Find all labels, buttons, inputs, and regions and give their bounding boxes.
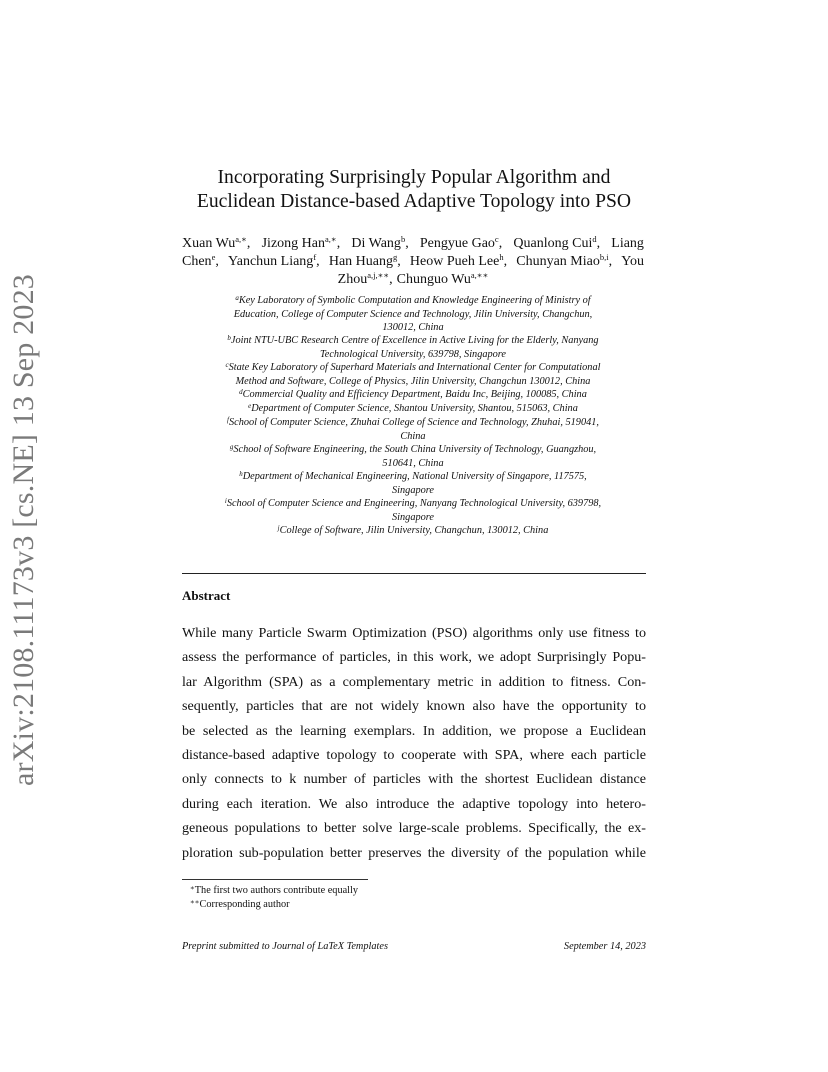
abstract-heading: Abstract bbox=[182, 588, 231, 603]
affiliation-text: Department of Mechanical Engineering, National University of Singapore, 117575, bbox=[242, 471, 587, 482]
affiliation-text: Education, College of Computer Science and Technology, Jilin University, Changchun, bbox=[233, 309, 593, 320]
affiliation-mark: c bbox=[225, 361, 229, 369]
abstract-line: ploration sub-population better preserves the diversity of the population while bbox=[182, 844, 646, 861]
footnote-text: The first two authors contribute equally bbox=[194, 885, 359, 896]
title-line: Incorporating Surprisingly Popular Algorithm and bbox=[217, 167, 611, 188]
affiliation-text: School of Computer Science, Zhuhai College of Science and Technology, Zhuhai, 519041, bbox=[228, 417, 599, 428]
affiliation-text: Commercial Quality and Efficiency Department, Baidu Inc, Beijing, 100085, China bbox=[242, 389, 587, 400]
author-affiliation-mark: b bbox=[400, 234, 406, 244]
author-name: Quanlong Cui bbox=[513, 236, 593, 251]
footnote-text: Corresponding author bbox=[199, 899, 290, 910]
abstract-line: distance-based adaptive topology to cooperate with SPA, where each particle bbox=[182, 747, 646, 764]
affiliation-mark: d bbox=[239, 388, 243, 396]
author-affiliation-mark: f bbox=[313, 252, 317, 262]
author-affiliation-mark: a,j,∗∗ bbox=[367, 270, 390, 280]
footnote bbox=[190, 884, 358, 898]
affiliation bbox=[182, 361, 644, 388]
author: Han Huang$^g$, bbox=[328, 252, 401, 269]
abstract-line: geneous populations to better solve large-scale problems. Specifically, the ex- bbox=[182, 820, 646, 837]
affiliation-mark: j bbox=[277, 524, 280, 532]
paper-title bbox=[100, 166, 728, 214]
author: Quanlong Cui$^d$, bbox=[513, 234, 601, 251]
author-affiliation-mark: c bbox=[494, 234, 499, 244]
author-name: Jizong Han bbox=[261, 236, 325, 251]
arxiv-identifier-text: arXiv:2108.11173v3 [cs.NE] 13 Sep 2023 bbox=[7, 274, 40, 786]
author-second-part: Chen$^e$, bbox=[182, 252, 219, 269]
author-name: Chunguo Wu bbox=[396, 272, 471, 287]
author-affiliation-mark: e bbox=[211, 252, 216, 262]
abstract-line: assess the performance of particles, in this work, we adopt Surprisingly Popu- bbox=[182, 649, 646, 666]
preprint-note: Preprint submitted to Journal of LaTeX Templates bbox=[182, 941, 388, 952]
affiliation-mark: f bbox=[227, 416, 229, 424]
affiliation-mark: h bbox=[239, 470, 243, 478]
footnote-divider bbox=[182, 879, 368, 880]
affiliation-mark: a bbox=[235, 294, 239, 302]
abstract-line: While many Particle Swarm Optimization (PSO) algorithms only use fitness to bbox=[182, 625, 646, 641]
author-affiliation-mark: a,∗ bbox=[325, 234, 337, 244]
author-line bbox=[182, 253, 644, 271]
affiliation-text: Method and Software, College of Physics, Jilin University, Changchun 130012, China bbox=[235, 376, 591, 387]
affiliation-mark: b bbox=[227, 334, 231, 342]
author bbox=[397, 271, 489, 289]
author: Heow Pueh Lee$^h$, bbox=[409, 252, 508, 269]
abstract-line: only connects to k number of particles with the shortest Euclidean distance bbox=[182, 771, 646, 788]
author: Xuan $Wu^{a,∗}$, bbox=[182, 234, 251, 251]
author: Chunyan Miao$^{b,i}$, bbox=[516, 252, 613, 269]
affiliation bbox=[182, 524, 644, 538]
affiliation-text: Key Laboratory of Symbolic Computation and Knowledge Engineering of Ministry of bbox=[238, 295, 591, 306]
affiliation-mark: g bbox=[229, 443, 234, 451]
abstract-line: lar Algorithm (SPA) as a complementary metric in addition to fitness. Con- bbox=[182, 673, 646, 690]
author-list bbox=[182, 235, 644, 289]
author-affiliation-mark: d bbox=[592, 234, 597, 244]
affiliation-mark: e bbox=[248, 402, 252, 410]
author-name: Yanchun Liang bbox=[228, 254, 314, 269]
preprint-date: September 14, 2023 bbox=[563, 941, 646, 952]
author-line bbox=[182, 271, 644, 289]
footnote-mark: ∗ bbox=[190, 884, 195, 892]
author: Yanchun Liang$^f$, bbox=[228, 252, 320, 269]
affiliation-mark: i bbox=[224, 497, 227, 505]
author-name: Di Wang bbox=[351, 236, 401, 251]
author: Pengyue Gao$^c$, bbox=[419, 234, 503, 251]
affiliation-text: Singapore bbox=[392, 485, 434, 496]
affiliation bbox=[182, 470, 644, 497]
affiliation-text: Technological University, 639798, Singapore bbox=[320, 349, 506, 360]
author: Jizong Han$^{a,∗}$, bbox=[261, 234, 341, 251]
affiliation bbox=[182, 497, 644, 524]
author-name: Chunyan Miao bbox=[516, 254, 600, 269]
affiliation bbox=[182, 416, 644, 443]
abstract-divider bbox=[182, 573, 646, 574]
author-affiliation-mark: b,i bbox=[599, 252, 609, 262]
footnotes bbox=[190, 884, 358, 912]
author-name: Han Huang bbox=[328, 254, 393, 269]
footnote bbox=[190, 898, 358, 912]
affiliation bbox=[182, 388, 644, 402]
author-name: Pengyue Gao bbox=[419, 236, 495, 251]
affiliation-text: China bbox=[400, 431, 426, 442]
abstract-line: be selected as the learning exemplars. In addition, we propose a Euclidean bbox=[182, 722, 646, 739]
author-affiliation-mark: a,∗ bbox=[235, 234, 247, 244]
affiliation-text: 130012, China bbox=[382, 322, 444, 333]
affiliation bbox=[182, 402, 644, 416]
abstract-line: sequently, particles that are not widely known also have the opportunity to bbox=[182, 698, 646, 715]
author-name: Heow Pueh Lee bbox=[409, 254, 500, 269]
affiliation-text: 510641, China bbox=[382, 458, 444, 469]
author-second-part: Zhou$^{a,j,∗∗}$, bbox=[337, 270, 393, 287]
affiliation-text: College of Software, Jilin University, Changchun, 130012, China bbox=[279, 525, 549, 536]
abstract-line: during each iteration. We also introduce the adaptive topology into hetero- bbox=[182, 795, 646, 812]
affiliation-text: School of Software Engineering, the South China University of Technology, Guangzhou, bbox=[233, 444, 597, 455]
author: Di Wang$^b$, bbox=[351, 234, 409, 251]
author-first-part: You bbox=[621, 254, 644, 269]
title-line: Euclidean Distance-based Adaptive Topology into PSO bbox=[196, 191, 632, 212]
footnote-mark: ∗∗ bbox=[190, 898, 200, 906]
author-affiliation-mark: h bbox=[499, 252, 504, 262]
affiliation-text: State Key Laboratory of Superhard Materials and International Center for Computational bbox=[228, 362, 601, 373]
affiliation-text: Department of Computer Science, Shantou University, Shantou, 515063, China bbox=[251, 403, 578, 414]
author-affiliation-mark: a,∗∗ bbox=[470, 270, 489, 280]
affiliation-text: Singapore bbox=[392, 512, 434, 523]
affiliation bbox=[182, 443, 644, 470]
affiliation bbox=[182, 334, 644, 361]
author-name: Xuan Wu bbox=[182, 236, 236, 251]
abstract-body bbox=[182, 621, 646, 865]
affiliation-list bbox=[182, 294, 644, 538]
author-affiliation-mark: g bbox=[392, 252, 398, 262]
author-first-part: Liang bbox=[611, 236, 644, 251]
author-line bbox=[182, 235, 644, 253]
affiliation bbox=[182, 294, 644, 334]
affiliation-text: School of Computer Science and Engineering, Nanyang Technological University, 639798, bbox=[226, 498, 602, 509]
affiliation-text: Joint NTU-UBC Research Centre of Excellence in Active Living for the Elderly, Nanyang bbox=[230, 335, 599, 346]
